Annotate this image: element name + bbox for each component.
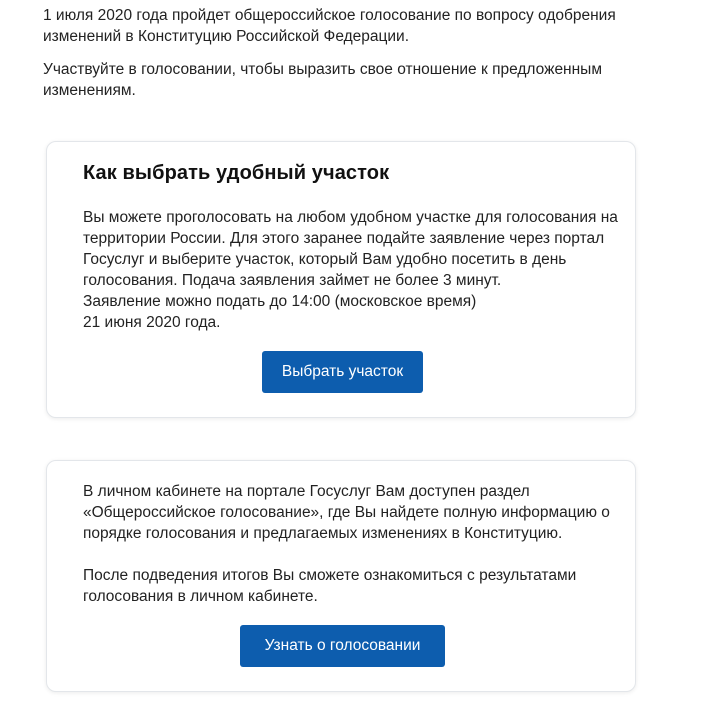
card-body-line: порядке голосования и предлагаемых изменениях в Конституцию. [83, 525, 563, 542]
card-body-line: «Общероссийское голосование», где Вы найдете полную информацию о [83, 504, 610, 521]
card-body-line: Госуслуг и выберите участок, который Вам удобно посетить в день [83, 251, 567, 268]
intro-text [43, 5, 643, 113]
choose-station-card [46, 141, 636, 418]
card-body-line: голосования в личном кабинете. [83, 588, 318, 605]
learn-about-voting-button[interactable]: Узнать о голосовании [240, 625, 445, 667]
paragraph-spacer [83, 544, 613, 565]
card-body [83, 207, 618, 333]
intro-line: Участвуйте в голосовании, чтобы выразить свое отношение к предложенным [43, 61, 602, 78]
card-title: Как выбрать удобный участок [83, 162, 390, 184]
card-body-line: территории России. Для этого заранее подайте заявление через портал [83, 230, 605, 247]
card-body-line: 21 июня 2020 года. [83, 314, 221, 331]
card-body [83, 481, 613, 607]
choose-station-button[interactable]: Выбрать участок [262, 351, 423, 393]
personal-cabinet-card [46, 460, 636, 692]
intro-line: изменениям. [43, 82, 136, 99]
intro-line: изменений в Конституцию Российской Федерации. [43, 28, 410, 45]
card-body-line: В личном кабинете на портале Госуслуг Вам доступен раздел [83, 483, 530, 500]
intro-paragraph-call-to-action [43, 59, 643, 101]
card-body-line: Вы можете проголосовать на любом удобном участке для голосования на [83, 209, 618, 226]
card-body-line: Заявление можно подать до 14:00 (московское время) [83, 293, 477, 310]
card-body-line: голосования. Подача заявления займет не более 3 минут. [83, 272, 502, 289]
intro-paragraph-voting-date [43, 5, 643, 47]
card-body-line: После подведения итогов Вы сможете ознакомиться с результатами [83, 567, 577, 584]
intro-line: 1 июля 2020 года пройдет общероссийское голосование по вопросу одобрения [43, 7, 616, 24]
